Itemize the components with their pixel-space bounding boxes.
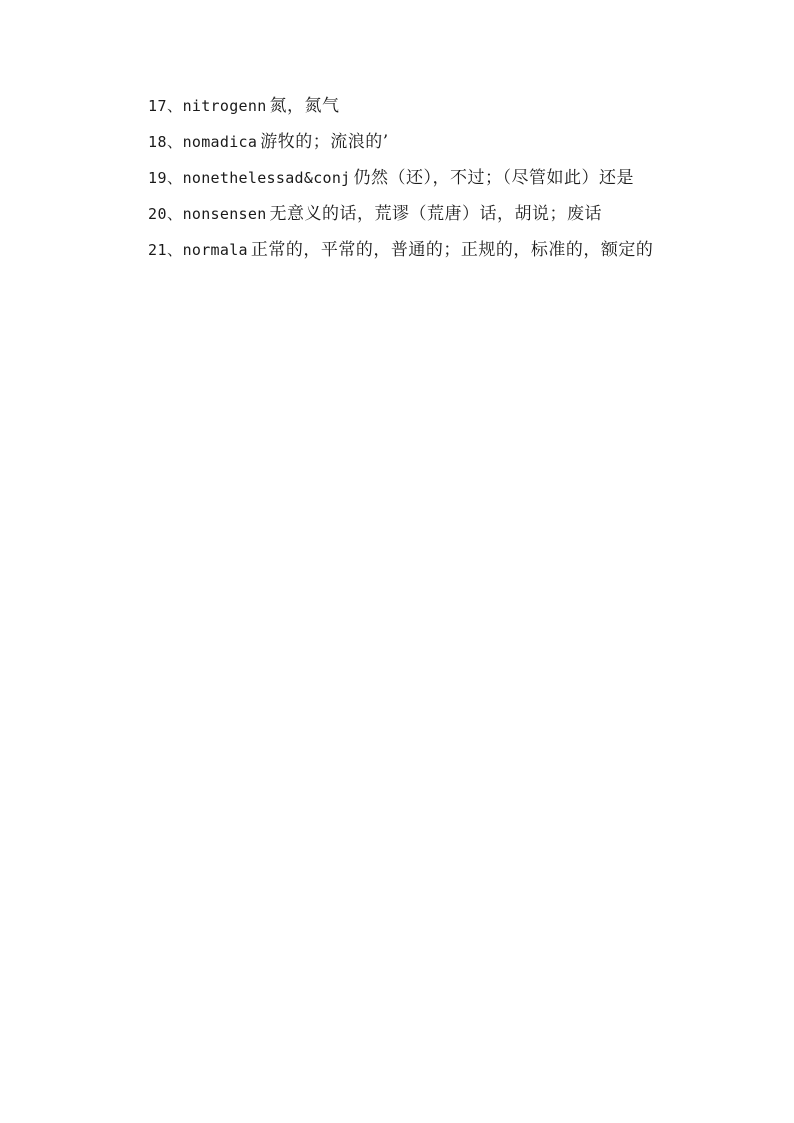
entry-definition: 氮，氮气 [269, 96, 340, 116]
vocabulary-entry-17 [120, 92, 668, 120]
entry-word: nomadica [182, 133, 258, 151]
entry-number: 20、 [148, 205, 183, 223]
entry-number: 19、 [148, 169, 183, 187]
entry-number: 21、 [148, 241, 183, 259]
entry-number: 18、 [148, 133, 183, 151]
entry-definition: 游牧的；流浪的’ [260, 132, 389, 152]
entry-definition: 仍然（还），不过；（尽管如此）还是 [353, 168, 635, 188]
entry-number: 17、 [148, 97, 183, 115]
vocabulary-entry-21 [120, 236, 668, 264]
vocabulary-list [120, 92, 668, 272]
vocabulary-entry-18 [120, 128, 668, 156]
vocabulary-entry-20 [120, 200, 668, 228]
entry-word: nonsensen [182, 205, 267, 223]
entry-definition: 无意义的话，荒谬（荒唐）话，胡说；废话 [269, 204, 603, 224]
entry-word: nonethelessad&conj [182, 169, 351, 187]
vocabulary-entry-19 [120, 164, 668, 192]
entry-definition: 正常的，平常的，普通的；正规的，标准的，额定的 [250, 240, 654, 260]
entry-word: nitrogenn [182, 97, 267, 115]
entry-word: normala [182, 241, 248, 259]
